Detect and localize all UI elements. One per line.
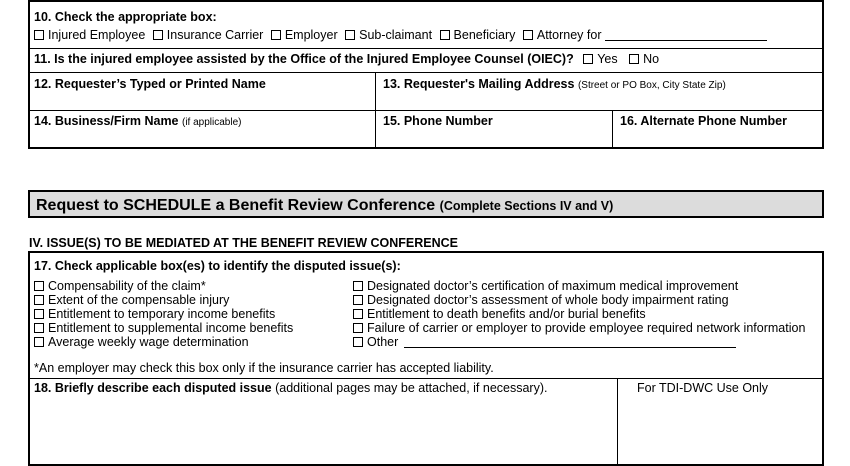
mailing-address-field[interactable] [377,92,822,109]
issue-item [34,279,206,293]
employer-checkbox[interactable] [271,30,281,40]
option-label: Beneficiary [453,28,516,42]
q17-label: 17. Check applicable box(es) to identify the disputed issue(s): [34,259,401,273]
issue-item [353,293,729,307]
q11-row [34,52,659,66]
divider-line [617,378,618,466]
other-checkbox[interactable] [353,337,363,347]
issue-label: Designated doctor’s certification of maximum medical improvement [367,279,739,293]
sub-claimant-checkbox[interactable] [345,30,355,40]
option-label: Injured Employee [48,28,146,42]
issue-item [34,307,275,321]
issue-item [353,335,736,349]
q18-label: 18. Briefly describe each disputed issue [34,381,272,395]
q18-hint: (additional pages may be attached, if necessary). [275,381,548,395]
disputed-issue-description-field[interactable] [30,398,616,460]
issue-item [353,307,646,321]
divider-line [28,48,824,49]
impairment-rating-checkbox[interactable] [353,295,363,305]
divider-line [375,72,376,149]
q18-row [34,381,547,395]
q14-hint: (if applicable) [182,117,242,128]
no-label: No [643,52,660,66]
yes-label: Yes [597,52,618,66]
extent-injury-checkbox[interactable] [34,295,44,305]
issue-label: Entitlement to death benefits and/or burial benefits [367,307,646,321]
banner-text [36,197,613,215]
divider-line [612,110,613,149]
option-label: Employer [284,28,338,42]
oiec-yes-checkbox[interactable] [583,54,593,64]
oiec-no-checkbox[interactable] [629,54,639,64]
injured-employee-checkbox[interactable] [34,30,44,40]
divider-line [28,110,824,111]
issue-label: Other [367,335,399,349]
schedule-brc-banner [28,190,824,218]
insurance-carrier-checkbox[interactable] [153,30,163,40]
issue-item [353,279,738,293]
office-use-label: For TDI-DWC Use Only [637,381,769,395]
banner-title: Request to SCHEDULE a Benefit Review Conference [36,197,436,214]
business-name-field[interactable] [30,130,374,147]
q13-row [383,77,726,93]
issue-label: Entitlement to supplemental income benefits [48,321,294,335]
q13-label: 13. Requester's Mailing Address [383,77,575,91]
option-label: Attorney for [536,28,602,42]
banner-subtitle: (Complete Sections IV and V) [439,199,614,213]
issue-item [34,335,249,349]
attorney-for-checkbox[interactable] [523,30,533,40]
compensability-checkbox[interactable] [34,281,44,291]
divider-line [28,72,824,73]
q14-row [34,114,241,130]
issue-label: Entitlement to temporary income benefits [48,307,276,321]
death-benefits-checkbox[interactable] [353,309,363,319]
q14-label: 14. Business/Firm Name [34,114,179,128]
q13-hint: (Street or PO Box, City State Zip) [577,80,726,91]
issue-label: Compensability of the claim* [48,279,206,293]
issue-label: Designated doctor’s assessment of whole body impairment rating [367,293,729,307]
q10-options [34,28,767,42]
phone-number-field[interactable] [377,130,611,147]
issue-label: Extent of the compensable injury [48,293,230,307]
q12-label: 12. Requester’s Typed or Printed Name [34,77,266,91]
divider-line [28,378,824,379]
attorney-for-field[interactable] [605,29,767,41]
issue-label: Failure of carrier or employer to provide employee required network information [367,321,806,335]
q10-label: 10. Check the appropriate box: [34,10,217,24]
supplemental-income-checkbox[interactable] [34,323,44,333]
average-weekly-wage-checkbox[interactable] [34,337,44,347]
section-iv-heading: IV. ISSUE(S) TO BE MEDIATED AT THE BENEFIT REVIEW CONFERENCE [29,236,458,250]
option-label: Insurance Carrier [166,28,264,42]
q11-label: 11. Is the injured employee assisted by the Office of the Injured Employee Counsel (OIEC)? [34,52,574,66]
issue-item [353,321,805,335]
issue-item [34,321,293,335]
option-label: Sub-claimant [359,28,433,42]
mmi-certification-checkbox[interactable] [353,281,363,291]
employer-footnote: *An employer may check this box only if the insurance carrier has accepted liability. [34,361,494,375]
alternate-phone-field[interactable] [614,130,822,147]
issue-item [34,293,229,307]
temporary-income-checkbox[interactable] [34,309,44,319]
requester-name-field[interactable] [30,92,374,109]
beneficiary-checkbox[interactable] [440,30,450,40]
other-field[interactable] [404,336,736,348]
q16-label: 16. Alternate Phone Number [620,114,787,128]
q15-label: 15. Phone Number [383,114,493,128]
network-information-checkbox[interactable] [353,323,363,333]
issue-label: Average weekly wage determination [48,335,249,349]
